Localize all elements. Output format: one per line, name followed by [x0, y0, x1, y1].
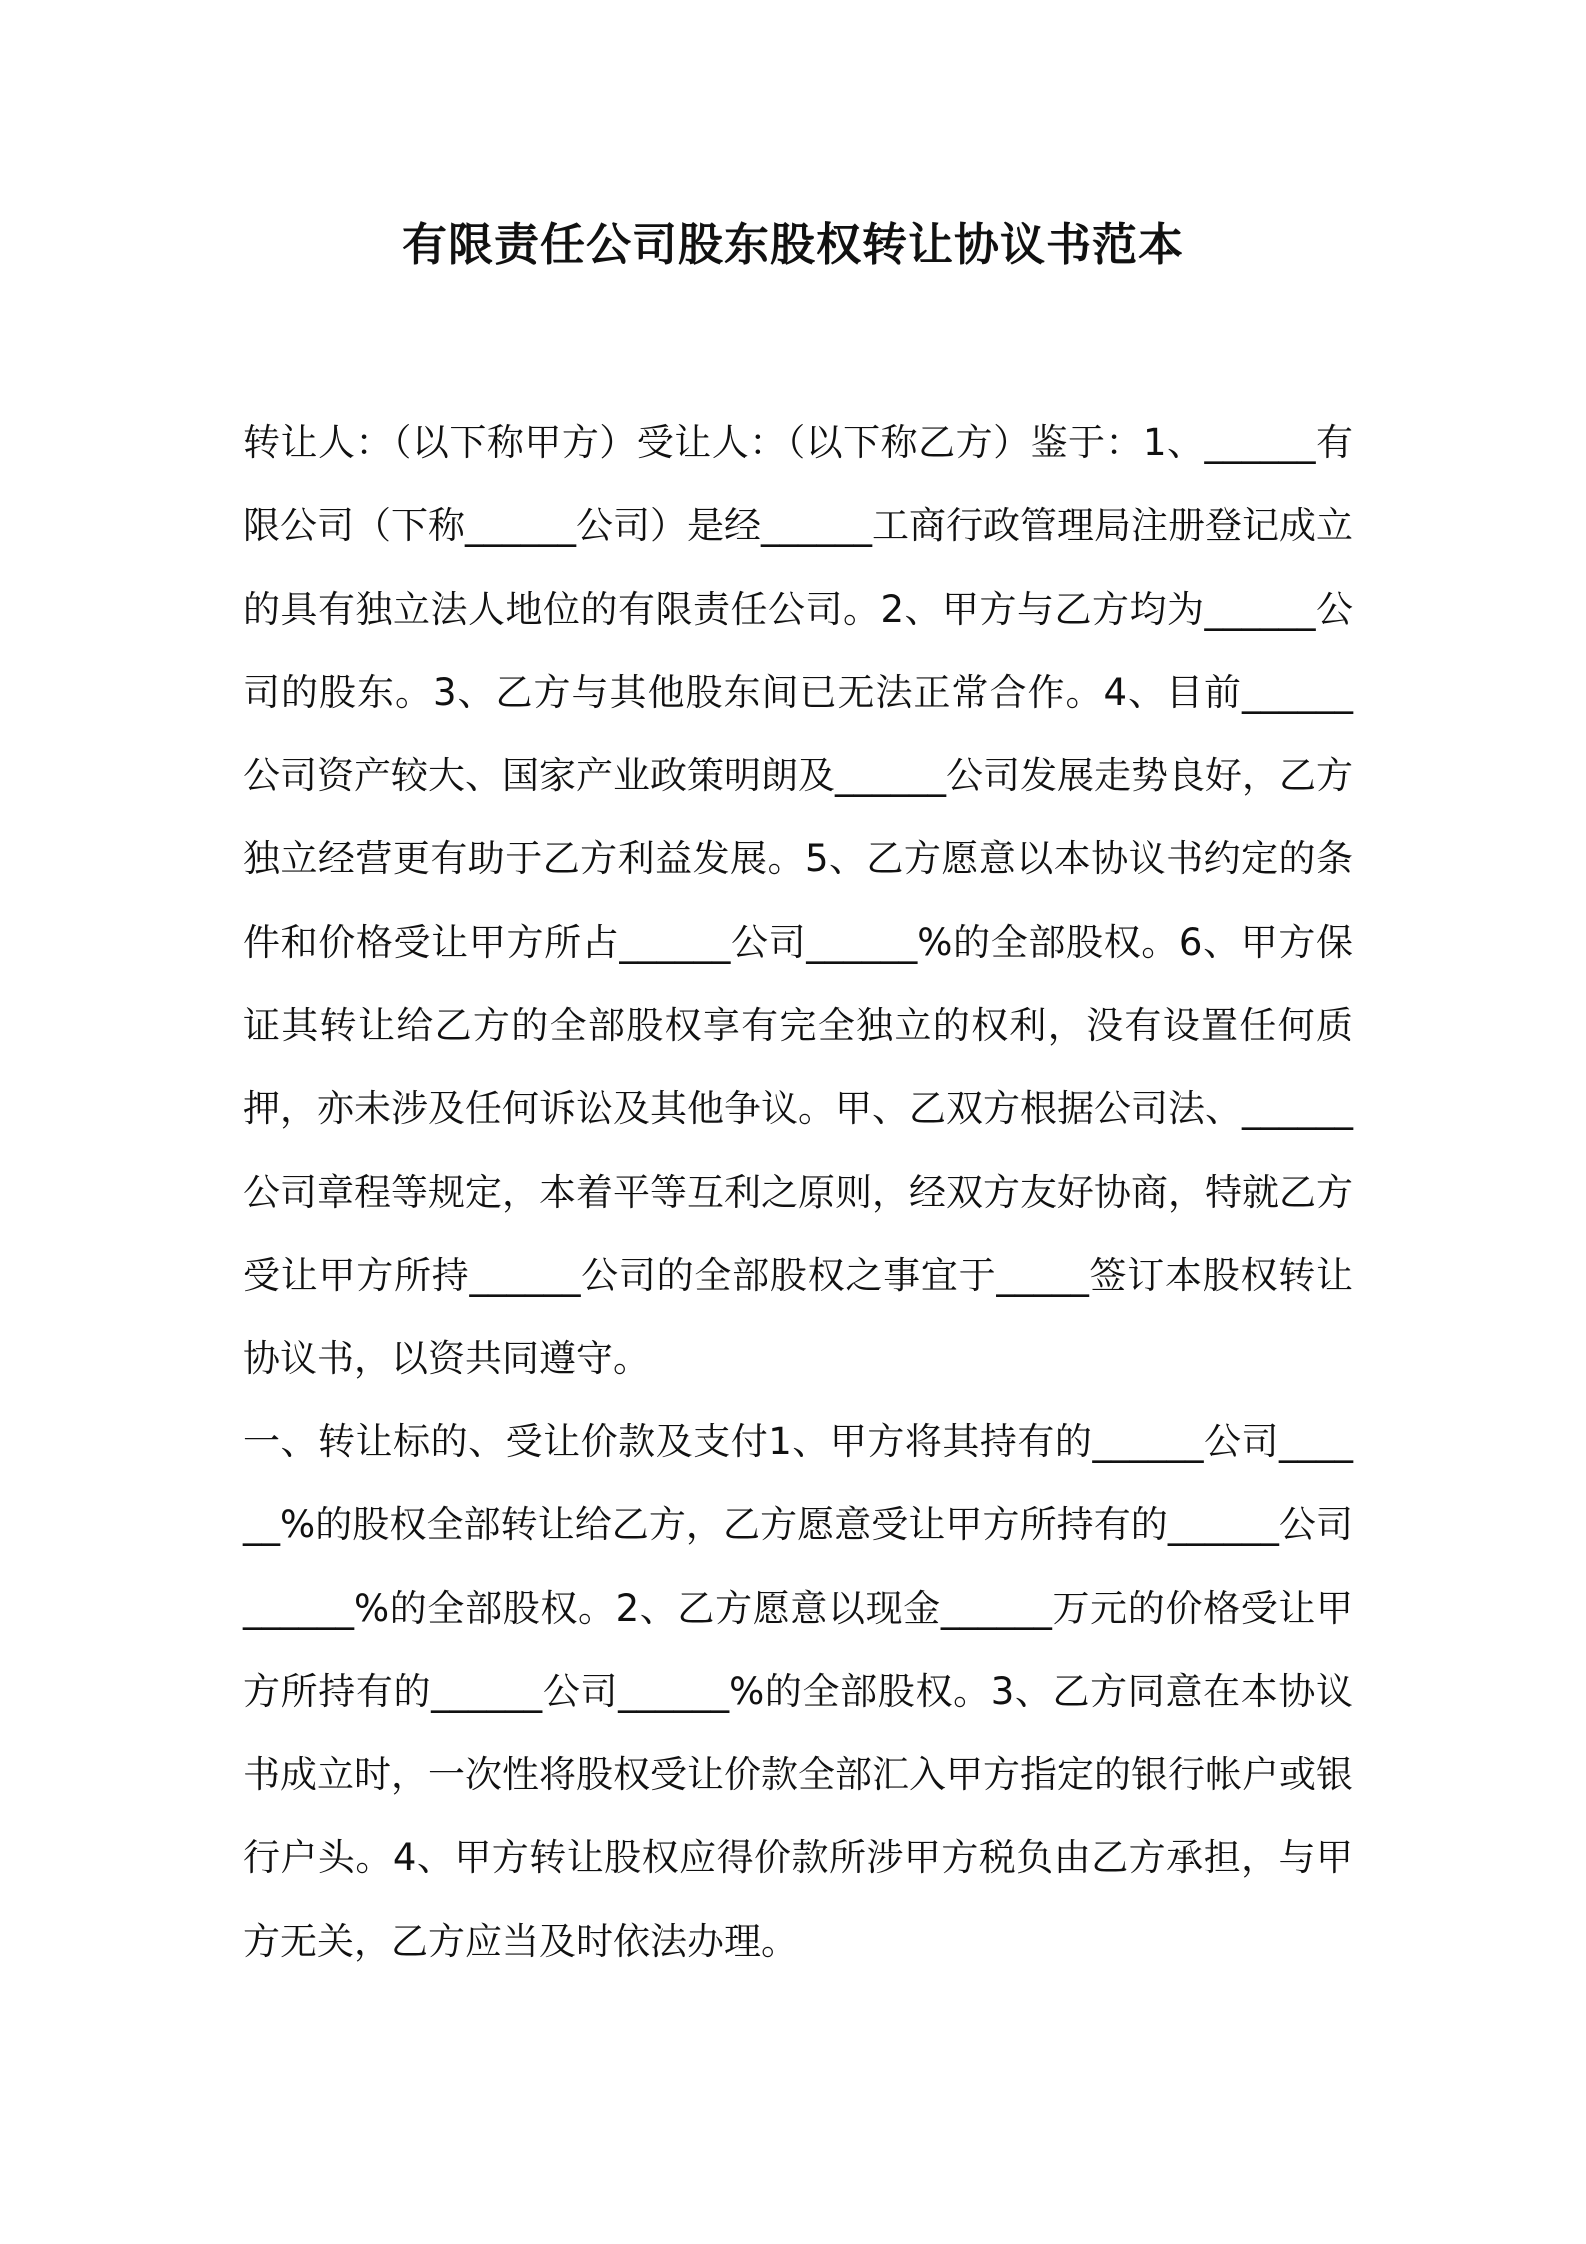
document-title: 有限责任公司股东股权转让协议书范本: [401, 218, 1184, 271]
paragraph-preamble: 转让人：（以下称甲方）受让人：（以下称乙方）鉴于：1、______有限公司（下称______公司）是经______工商行政管理局注册登记成立的具有独立法人地位的有限责任公司。2、甲方与乙方均为______公司的股东。3、乙方与其他股东间已无法正常合作。4、目前______公司资产较大、国家产业政策明朗及______公司发展走势良好，乙方独立经营更有助于乙方利益发展。5、乙方愿意以本协议书约定的条件和价格受让甲方所占______公司______%的全部股权。6、甲方保证其转让给乙方的全部股权享有完全独立的权利，没有设置任何质押，亦未涉及任何诉讼及其他争议。甲、乙双方根据公司法、______公司章程等规定，本着平等互利之原则，经双方友好协商，特就乙方受让甲方所持______公司的全部股权之事宜于_____签订本股权转让协议书，以资共同遵守。: [243, 421, 1353, 1381]
paragraph-section-1: 一、转让标的、受让价款及支付1、甲方将其持有的______公司______%的股权全部转让给乙方，乙方愿意受让甲方所持有的______公司______%的全部股权。2、乙方愿意以现金______万元的价格受让甲方所持有的______公司______%的全部股权。3、乙方同意在本协议书成立时，一次性将股权受让价款全部汇入甲方指定的银行帐户或银行户头。4、甲方转让股权应得价款所涉甲方税负由乙方承担，与甲方无关，乙方应当及时依法办理。: [243, 1420, 1353, 1963]
